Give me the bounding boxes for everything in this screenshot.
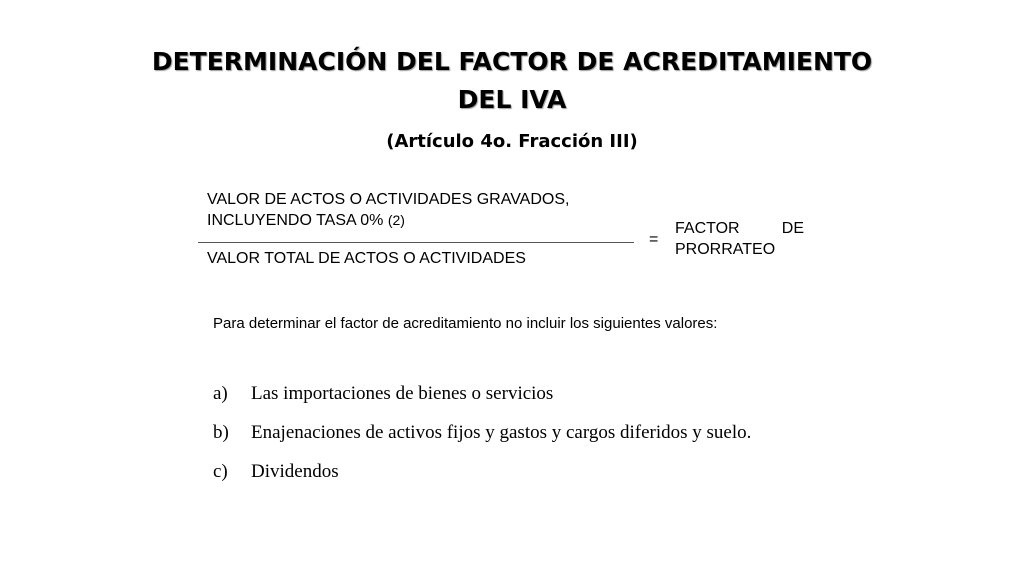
title-line-2: DEL IVA bbox=[457, 85, 567, 114]
list-item-text: Las importaciones de bienes o servicios bbox=[251, 383, 554, 404]
result-line-2: PRORRATEO bbox=[675, 241, 776, 258]
list-item bbox=[213, 458, 823, 485]
formula-numerator bbox=[207, 190, 569, 231]
result-word-2: DE bbox=[781, 220, 804, 237]
list-item bbox=[213, 380, 823, 407]
formula-result bbox=[675, 218, 804, 260]
instruction-paragraph: Para determinar el factor de acreditamiento no incluir los siguientes valores: bbox=[213, 315, 718, 332]
numerator-note: (2) bbox=[387, 212, 405, 228]
numerator-line-2-text: INCLUYENDO TASA 0% bbox=[207, 212, 384, 229]
list-marker: c) bbox=[213, 461, 228, 482]
result-word-1: FACTOR bbox=[675, 220, 740, 237]
list-item bbox=[213, 419, 823, 446]
list-item-text: Dividendos bbox=[251, 461, 339, 482]
subtitle: (Artículo 4o. Fracción III) bbox=[386, 131, 638, 152]
list-marker: b) bbox=[213, 422, 229, 443]
fraction-bar bbox=[198, 242, 634, 243]
exclusion-list bbox=[213, 380, 823, 497]
formula-denominator: VALOR TOTAL DE ACTOS O ACTIVIDADES bbox=[207, 250, 526, 267]
numerator-line-1: VALOR DE ACTOS O ACTIVIDADES GRAVADOS, bbox=[207, 191, 570, 208]
list-item-text: Enajenaciones de activos fijos y gastos y cargos diferidos y suelo. bbox=[251, 422, 752, 443]
equals-sign: = bbox=[649, 231, 659, 248]
result-line-1 bbox=[675, 218, 804, 239]
title-line-1: DETERMINACIÓN DEL FACTOR DE ACREDITAMIENTO bbox=[151, 47, 873, 76]
numerator-line-2 bbox=[207, 210, 569, 231]
list-marker: a) bbox=[213, 383, 228, 404]
